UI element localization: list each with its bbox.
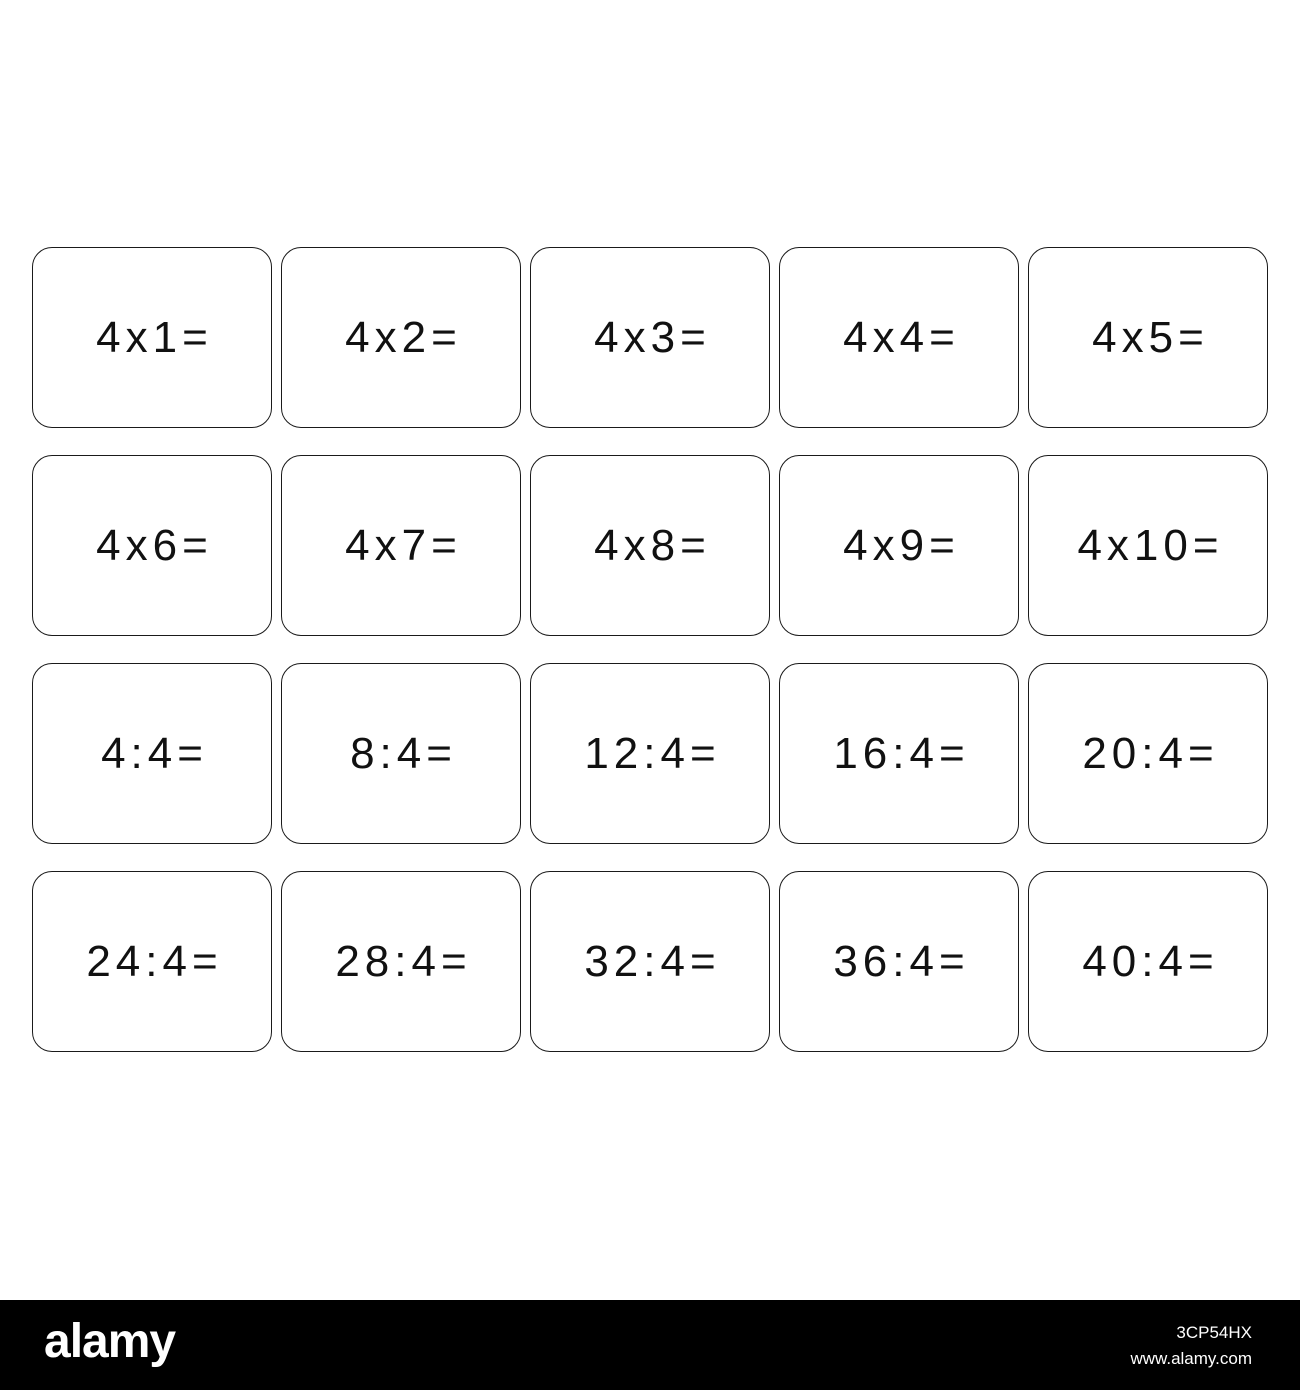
equation-card: [1028, 455, 1268, 636]
equation-card: [281, 455, 521, 636]
equation-card: [779, 871, 1019, 1052]
equation-text: 36:4=: [833, 936, 970, 986]
equation-card: [32, 455, 272, 636]
equation-text: 4x4=: [843, 312, 960, 362]
equation-text: 4x7=: [345, 520, 462, 570]
equation-card: [1028, 663, 1268, 844]
equation-card: [32, 871, 272, 1052]
equation-card: [530, 871, 770, 1052]
equation-card: [281, 247, 521, 428]
equation-text: 4x6=: [96, 520, 213, 570]
equation-text: 4x8=: [594, 520, 711, 570]
equation-card: [530, 455, 770, 636]
equation-card: [530, 247, 770, 428]
equation-text: 4x2=: [345, 312, 462, 362]
equation-text: 4x3=: [594, 312, 711, 362]
equation-card: [281, 871, 521, 1052]
equation-text: 20:4=: [1082, 728, 1219, 778]
equation-text: 8:4=: [350, 728, 457, 778]
card-grid: [32, 247, 1269, 1052]
alamy-logo: alamy: [44, 1315, 176, 1368]
equation-text: 32:4=: [584, 936, 721, 986]
equation-card: [1028, 247, 1268, 428]
equation-text: 12:4=: [584, 728, 721, 778]
image-id: 3CP54HX: [1176, 1323, 1252, 1342]
footer-meta: [1130, 1320, 1252, 1372]
equation-text: 16:4=: [833, 728, 970, 778]
footer-url: www.alamy.com: [1130, 1349, 1252, 1368]
equation-card: [1028, 871, 1268, 1052]
equation-text: 28:4=: [335, 936, 472, 986]
stock-footer-bar: [0, 1300, 1300, 1390]
equation-card: [779, 455, 1019, 636]
equation-card: [32, 663, 272, 844]
equation-text: 4x10=: [1077, 520, 1224, 570]
equation-card: [530, 663, 770, 844]
equation-card: [779, 663, 1019, 844]
equation-card: [281, 663, 521, 844]
equation-text: 4x9=: [843, 520, 960, 570]
equation-text: 4:4=: [101, 728, 208, 778]
equation-text: 24:4=: [86, 936, 223, 986]
equation-text: 4x5=: [1092, 312, 1209, 362]
equation-text: 4x1=: [96, 312, 213, 362]
equation-card: [779, 247, 1019, 428]
equation-text: 40:4=: [1082, 936, 1219, 986]
equation-card: [32, 247, 272, 428]
